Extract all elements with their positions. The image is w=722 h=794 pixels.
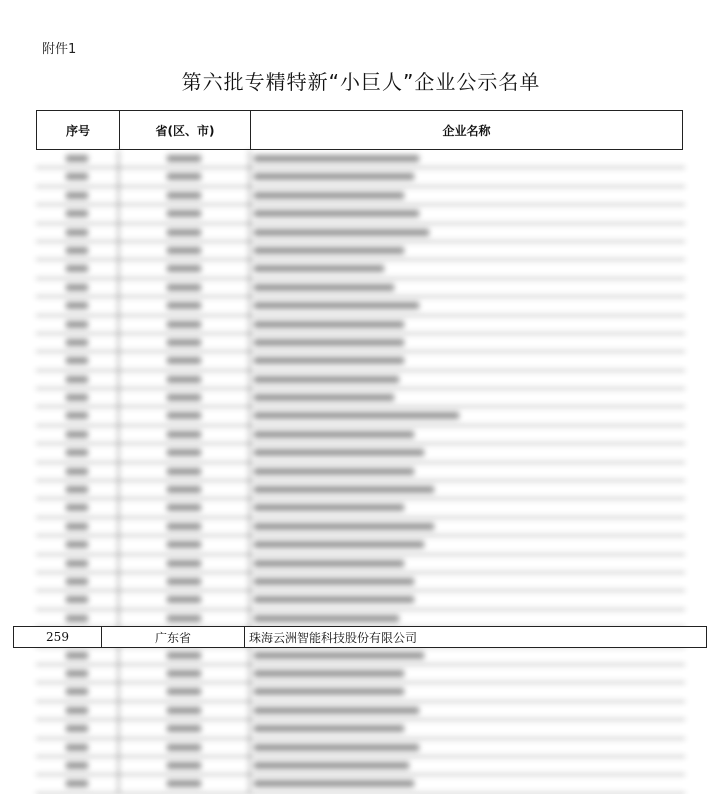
blurred-row — [36, 224, 685, 242]
header-province: 省(区、市) — [120, 111, 251, 149]
blurred-row — [36, 518, 685, 536]
blurred-row — [36, 444, 685, 462]
blurred-row — [36, 499, 685, 517]
blurred-row — [36, 555, 685, 573]
blurred-row — [36, 481, 685, 499]
highlighted-row — [13, 626, 707, 648]
blurred-row — [36, 647, 685, 665]
blurred-row — [36, 665, 685, 683]
blurred-row — [36, 279, 685, 297]
blurred-row — [36, 371, 685, 389]
blurred-row — [36, 187, 685, 205]
blurred-row — [36, 334, 685, 352]
page-title: 第六批专精特新“小巨人”企业公示名单 — [181, 70, 541, 94]
blurred-row — [36, 720, 685, 738]
blurred-row — [36, 242, 685, 260]
blurred-row — [36, 389, 685, 407]
header-index: 序号 — [37, 111, 120, 149]
blurred-table-rows — [36, 150, 685, 760]
attachment-label: 附件1 — [42, 42, 77, 57]
blurred-row — [36, 352, 685, 370]
table-header — [36, 110, 683, 150]
blurred-row — [36, 316, 685, 334]
blurred-row — [36, 463, 685, 481]
blurred-row — [36, 573, 685, 591]
blurred-row — [36, 260, 685, 278]
row-index: 259 — [14, 627, 102, 647]
blurred-row — [36, 205, 685, 223]
blurred-row — [36, 426, 685, 444]
blurred-row — [36, 702, 685, 720]
company-table — [36, 110, 683, 150]
blurred-row — [36, 757, 685, 775]
blurred-row — [36, 775, 685, 793]
row-company: 珠海云洲智能科技股份有限公司 — [249, 630, 418, 645]
blurred-row — [36, 739, 685, 757]
blurred-row — [36, 168, 685, 186]
blurred-row — [36, 297, 685, 315]
header-company: 企业名称 — [442, 123, 491, 138]
blurred-row — [36, 591, 685, 609]
blurred-row — [36, 407, 685, 425]
blurred-row — [36, 683, 685, 701]
row-province: 广东省 — [102, 627, 245, 647]
blurred-row — [36, 536, 685, 554]
blurred-row — [36, 150, 685, 168]
